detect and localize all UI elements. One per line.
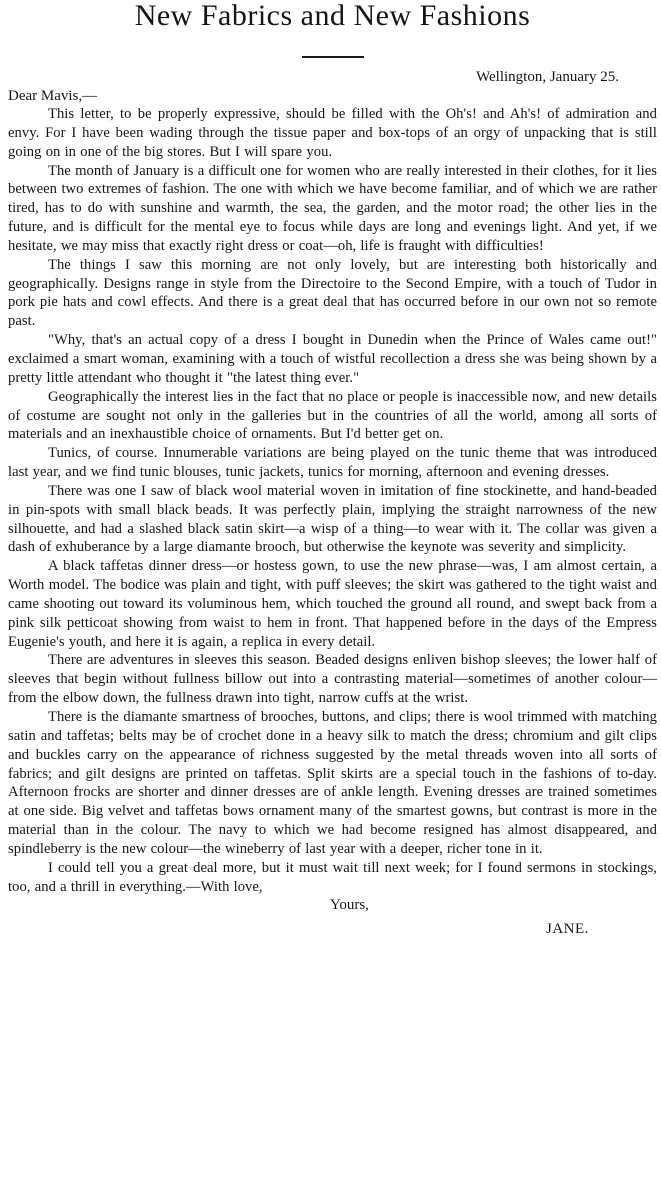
paragraph: A black taffetas dinner dress—or hostess gown, to use the new phrase—was, I am almost certain, a Worth model. The bodice was plain and tight, with puff sleeves; the skirt was gathered to the tight waist and came shooting out toward its voluminous hem, which touched the ground all round, and swept back from a pink silk petticoat showing from waist to hem in front. That happened before in the days of the Empress Eugenie's youth, and here it is again, a replica in every detail. <box>8 558 657 650</box>
paragraph: "Why, that's an actual copy of a dress I bought in Dunedin when the Prince of Wales came out!" exclaimed a smart woman, examining with a touch of wistful recollection a dress she was being shown by a pretty little attendant who thought it "the latest thing ever." <box>8 332 657 386</box>
paragraph: The things I saw this morning are not only lovely, but are interesting both historically and geographically. Designs range in style from the Directoire to the Second Empire, with a touch of Tudor in pork pie hats and cowl effects. And there is a great deal that has occurred before in our own not so remote past. <box>8 256 657 330</box>
paragraph: This letter, to be properly expressive, should be filled with the Oh's! and Ah's! of admiration and envy. For I have been wading through the tissue paper and box-tops of an orgy of unpacking that is still going on in one of the big stores. But I will spare you. <box>8 106 657 160</box>
paragraph: The month of January is a difficult one for women who are really interested in their clothes, for it lies between two extremes of fashion. The one with which we have become familiar, and of which we are rather tired, has to do with sunshine and warmth, the sea, the garden, and the motor road; the other lies in the future, and is difficult for the mental eye to focus while days are long and evenings light. And yet, if we hesitate, we may miss that exactly right dress or coat—oh, life is fraught with difficulties! <box>8 162 657 254</box>
paragraph: Geographically the interest lies in the fact that no place or people is inaccessible now, and new details of costume are sought not only in the galleries but in the countries of all the world, among all sorts of materials and an inexhaustible choice of ornaments. But I'd better get on. <box>8 388 657 443</box>
paragraph: I could tell you a great deal more, but it must wait till next week; for I found sermons in stockings, too, and a thrill in everything.—With love, <box>8 859 657 895</box>
title-rule <box>302 56 364 58</box>
paragraph: There is the diamante smartness of brooches, buttons, and clips; there is wool trimmed with matching satin and taffetas; belts may be of crochet done in a heavy silk to match the dress; chromium and gilt clips and buckles carry on the appearance of richness suggested by the metal threads woven into all sorts of fabrics; and gilt designs are printed on taffetas. Split skirts are a special touch in the fashions of to-day. Afternoon frocks are shorter and dinner dresses are of ankle length. Evening dresses are trained sometimes at one side. Big velvet and taffetas bows ornament many of the smartest gowns, but contrast is more in the material than in the colour. The navy to which we had become resigned has almost disappeared, and spindleberry is the new colour—the wineberry of last year with a deeper, richer tone in it. <box>8 709 657 857</box>
article-body <box>8 105 657 896</box>
paragraph: There are adventures in sleeves this season. Beaded designs enliven bishop sleeves; the lower half of sleeves that begin without fullness billow out into a contrasting material—sometimes of another colour—from the elbow down, the fullness drawn into tight, narrow cuffs at the wrist. <box>8 652 657 707</box>
salutation: Dear Mavis,— <box>8 88 98 104</box>
paragraph: Tunics, of course. Innumerable variations are being played on the tunic theme that was introduced last year, and we find tunic blouses, tunic jackets, tunics for morning, afternoon and evening dresses. <box>8 445 657 481</box>
dateline: Wellington, January 25. <box>476 69 619 85</box>
closing: Yours, <box>330 897 369 914</box>
paragraph: There was one I saw of black wool material woven in imitation of fine stockinette, and hand-beaded in pin-spots with small black beads. It was perfectly plain, implying the straight narrowness of the new silhouette, and had a slashed black satin skirt—a wisp of a thing—to wear with it. The collar was given a dash of exhuberance by a large diamante brooch, but otherwise the keynote was severity and simplicity. <box>8 482 657 556</box>
signature: JANE. <box>546 921 589 938</box>
article-title: New Fabrics and New Fashions <box>134 0 531 32</box>
